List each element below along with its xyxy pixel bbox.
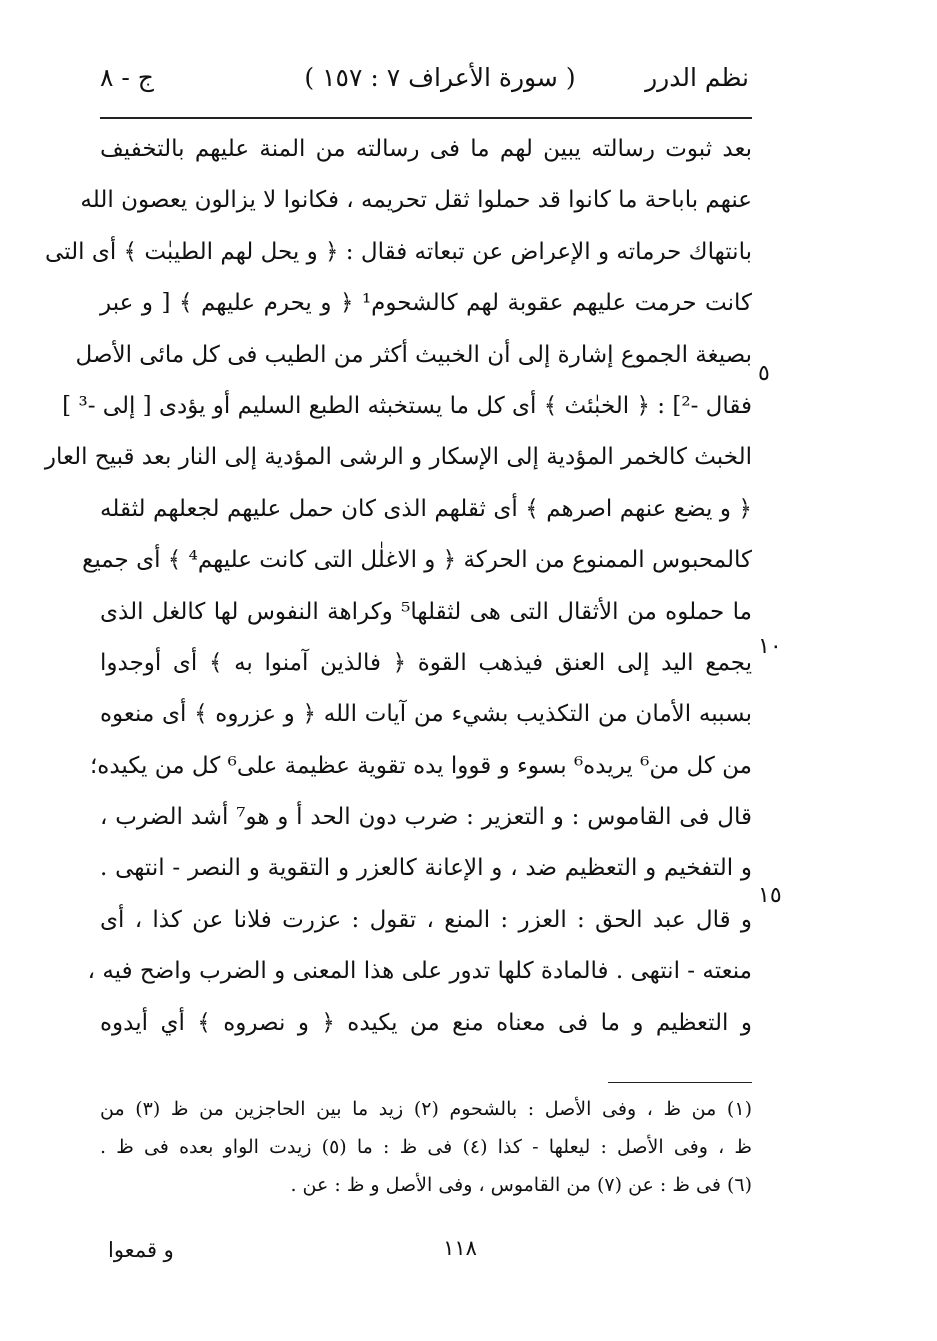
footnotes (100, 1090, 752, 1204)
footnote-line: ظ ، وفى الأصل : ليعلها - كذا (٤) فى ظ : ما (٥) زيدت الواو بعده فى ظ . (100, 1136, 752, 1158)
text-line: و التفخيم و التعظيم ضد ، و الإعانة كالعزر و التقوية و النصر - انتهى . (100, 855, 752, 882)
text-line: بانتهاك حرماته و الإعراض عن تبعاته فقال : ﴿ و يحل لهم الطيبٰت ﴾ أى التى (45, 238, 752, 265)
running-title: نظم الدرر (645, 63, 749, 92)
footnote-line: (١) من ظ ، وفى الأصل : بالشحوم (٢) زيد ما بين الحاجزين من ظ (٣) من (100, 1098, 752, 1120)
text-line: و التعظيم و ما فى معناه منع من يكيده ﴿ و نصروه ﴾ أي أيدوه (100, 1009, 752, 1036)
footnote-line: (٦) فى ظ : عن (٧) من القاموس ، وفى الأصل و ظ : عن . (290, 1174, 752, 1196)
line-number: ١٠ (758, 634, 782, 659)
text-line: و قال عبد الحق : العزر : المنع ، تقول : عزرت فلانا عن كذا ، أى (100, 906, 752, 933)
volume-part: ج - ٨ (100, 63, 154, 92)
text-line: قال فى القاموس : و التعزير : ضرب دون الحد أ و هو⁷ أشد الضرب ، (100, 804, 752, 831)
header-rule (100, 117, 752, 119)
text-line: يجمع اليد إلى العنق فيذهب القوة ﴿ فالذين آمنوا به ﴾ أى أوجدوا (100, 649, 752, 676)
text-line: ما حملوه من الأثقال التى هى لثقلها⁵ وكراهة النفوس لها كالغل الذى (100, 598, 752, 625)
text-line: فقال -²] : ﴿ الخبٰئث ﴾ أى كل ما يستخبثه الطبع السليم أو يؤدى [ إلى -³ ] (62, 392, 752, 419)
text-line: بعد ثبوت رسالته يبين لهم ما فى رسالته من المنة عليهم بالتخفيف (100, 136, 752, 162)
text-line: كانت حرمت عليهم عقوبة لهم كالشحوم¹ ﴿ و يحرم عليهم ﴾ [ و عبر (100, 290, 752, 317)
line-number: ٥ (758, 361, 770, 386)
surah-reference: ( سورة الأعراف ٧ : ١٥٧ ) (304, 63, 576, 92)
text-line: بصيغة الجموع إشارة إلى أن الخبيث أكثر من الطيب فى كل مائى الأصل (75, 341, 752, 368)
text-line: كالمحبوس الممنوع من الحركة ﴿ و الاغلٰل التى كانت عليهم⁴ ﴾ أى جميع (82, 547, 752, 574)
text-line: من كل من⁶ يريده⁶ بسوء و قووا يده تقوية عظيمة على⁶ كل من يكيده؛ (89, 752, 752, 779)
page-number: ١١٨ (443, 1236, 477, 1260)
text-line: ﴿ و يضع عنهم اصرهم ﴾ أى ثقلهم الذى كان حمل عليهم لجعلهم لثقله (100, 495, 752, 522)
text-line: عنهم باباحة ما كانوا قد حملوا ثقل تحريمه ، فكانوا لا يزالون يعصون الله (80, 187, 752, 214)
line-number: ١٥ (758, 883, 782, 908)
text-line: بسببه الأمان من التكذيب بشيء من آيات الله ﴿ و عزروه ﴾ أى منعوه (100, 701, 752, 728)
catchword: و قمعوا (108, 1238, 174, 1262)
footnote-rule (608, 1082, 752, 1083)
text-line: منعته - انتهى . فالمادة كلها تدور على هذا المعنى و الضرب واضح فيه ، (87, 958, 752, 985)
main-text (44, 124, 752, 1049)
text-line: الخبث كالخمر المؤدية إلى الإسكار و الرشى المؤدية إلى النار بعد قبيح العار (44, 444, 752, 471)
